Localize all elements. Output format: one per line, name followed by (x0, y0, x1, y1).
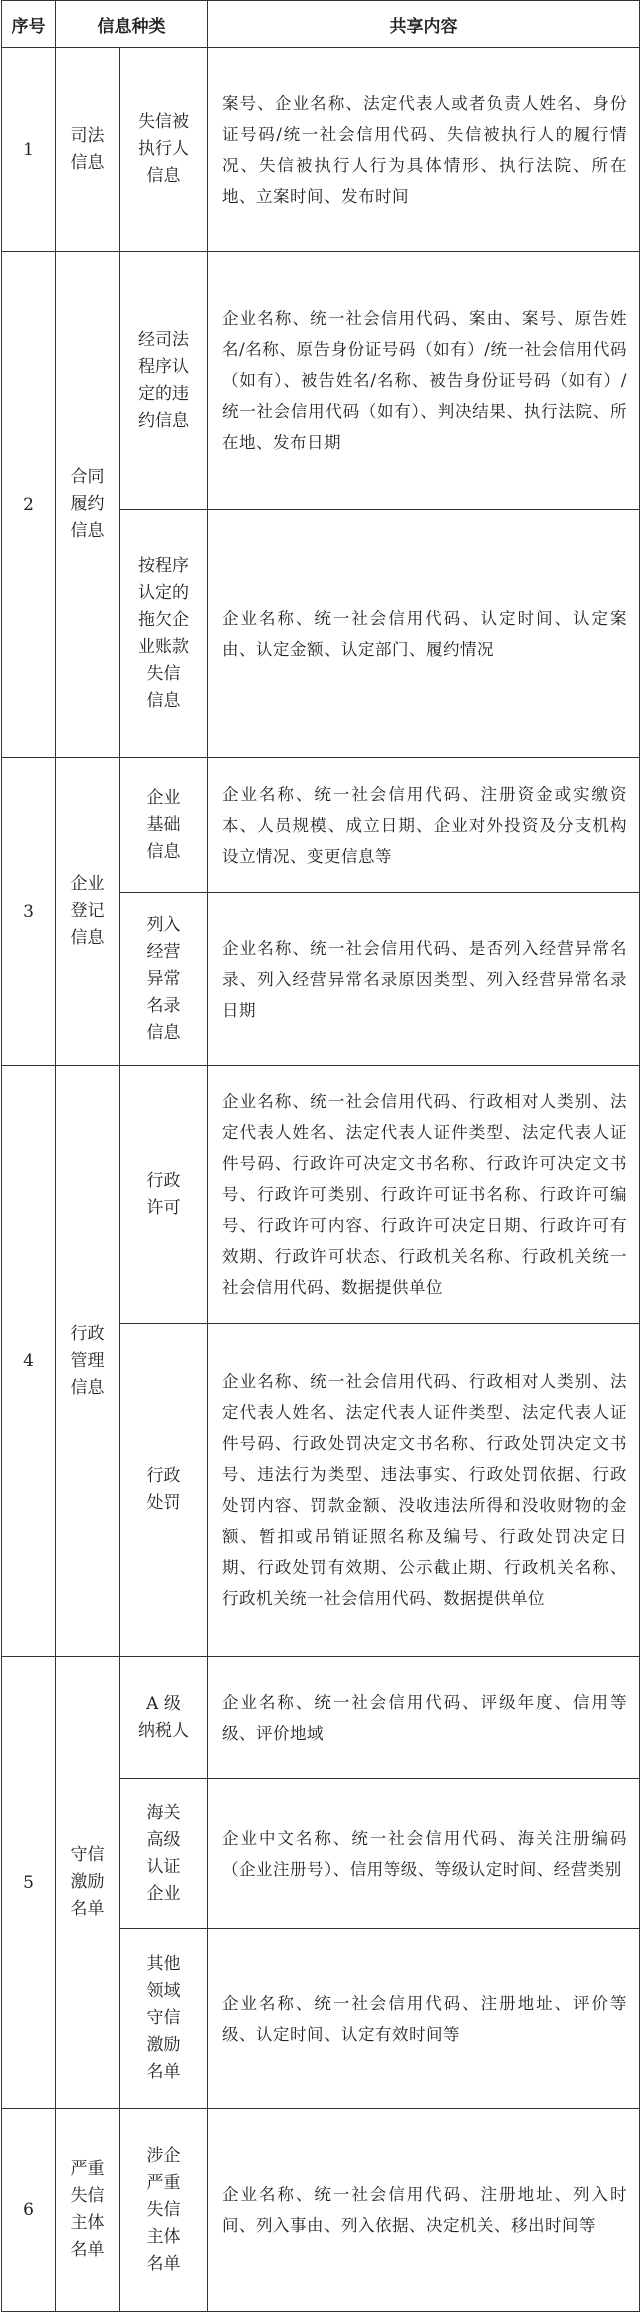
table-header-row (2, 1, 640, 48)
info-subtype-label: 行政 处罚 (146, 1466, 181, 1513)
table-body (2, 48, 640, 2312)
info-subtype-cell (120, 758, 208, 893)
info-category-label: 企业 登记 信息 (70, 874, 105, 948)
header-shared-content: 共享内容 (208, 1, 640, 48)
info-category-cell (56, 252, 120, 758)
info-subtype-cell (120, 510, 208, 758)
info-subtype-label: 行政 许可 (146, 1170, 181, 1218)
serial-number-cell: 6 (2, 2109, 56, 2312)
info-category-label: 严重 失信 主体 名单 (70, 2159, 105, 2260)
info-subtype-cell (120, 1066, 208, 1324)
info-subtype-cell (120, 252, 208, 510)
table-row (2, 1066, 640, 1324)
info-subtype-label: 失信被 执行人 信息 (138, 112, 189, 186)
shared-content-cell: 企业名称、统一社会信用代码、评级年度、信用等级、评价地域 (208, 1657, 640, 1779)
credit-info-sharing-table (1, 0, 640, 2312)
shared-content-cell: 企业名称、统一社会信用代码、注册地址、列入时间、列入事由、列入依据、决定机关、移出时间等 (208, 2109, 640, 2312)
info-subtype-cell (120, 893, 208, 1066)
info-subtype-label: 经司法 程序认 定的违 约信息 (138, 329, 189, 431)
table-row (2, 2109, 640, 2312)
info-subtype-label: 企业 基础 信息 (146, 787, 181, 862)
info-category-cell (56, 758, 120, 1066)
serial-number-cell: 1 (2, 48, 56, 252)
info-subtype-cell (120, 1324, 208, 1657)
shared-content-cell: 企业名称、统一社会信用代码、注册地址、评价等级、认定时间、认定有效时间等 (208, 1929, 640, 2109)
table-row (2, 1657, 640, 1779)
info-subtype-label: 按程序 认定的 拖欠企 业账款 失信 信息 (138, 555, 189, 711)
info-subtype-label: A 级 纳税人 (138, 1693, 189, 1741)
info-category-cell (56, 2109, 120, 2312)
shared-content-cell: 企业名称、统一社会信用代码、行政相对人类别、法定代表人姓名、法定代表人证件类型、法定代表人证件号码、行政许可决定文书名称、行政许可决定文书号、行政许可类别、行政许可证书名称、行政许可编号、行政许可内容、行政许可决定日期、行政许可有效期、行政许可状态、行政机关名称、行政机关统一社会信用代码、数据提供单位 (208, 1066, 640, 1324)
serial-number-cell: 5 (2, 1657, 56, 2109)
info-subtype-label: 涉企 严重 失信 主体 名单 (146, 2145, 181, 2274)
info-subtype-cell (120, 1657, 208, 1779)
info-category-label: 行政 管理 信息 (70, 1323, 105, 1398)
serial-number-cell: 2 (2, 252, 56, 758)
table-row (2, 48, 640, 252)
serial-number-cell: 4 (2, 1066, 56, 1657)
shared-content-cell: 企业中文名称、统一社会信用代码、海关注册编码（企业注册号）、信用等级、等级认定时间、经营类别 (208, 1779, 640, 1929)
info-subtype-cell (120, 48, 208, 252)
shared-content-cell: 企业名称、统一社会信用代码、行政相对人类别、法定代表人姓名、法定代表人证件类型、法定代表人证件号码、行政处罚决定文书名称、行政处罚决定文书号、违法行为类型、违法事实、行政处罚依据、行政处罚内容、罚款金额、没收违法所得和没收财物的金额、暂扣或吊销证照名称及编号、行政处罚决定日期、行政处罚有效期、公示截止期、行政机关名称、行政机关统一社会信用代码、数据提供单位 (208, 1324, 640, 1657)
table-row (2, 758, 640, 893)
info-category-cell (56, 48, 120, 252)
table-row (2, 252, 640, 510)
shared-content-cell: 案号、企业名称、法定代表人或者负责人姓名、身份证号码/统一社会信用代码、失信被执行人的履行情况、失信被执行人行为具体情形、执行法院、所在地、立案时间、发布时间 (208, 48, 640, 252)
info-subtype-label: 海关 高级 认证 企业 (146, 1802, 181, 1904)
info-subtype-cell (120, 1779, 208, 1929)
header-serial-number: 序号 (2, 1, 56, 48)
info-category-label: 守信 激励 名单 (70, 1845, 105, 1919)
info-category-label: 合同 履约 信息 (70, 467, 105, 541)
info-subtype-label: 列入 经营 异常 名录 信息 (146, 914, 181, 1043)
info-subtype-cell (120, 2109, 208, 2312)
shared-content-cell: 企业名称、统一社会信用代码、认定时间、认定案由、认定金额、认定部门、履约情况 (208, 510, 640, 758)
shared-content-cell: 企业名称、统一社会信用代码、案由、案号、原告姓名/名称、原告身份证号码（如有）/统一社会信用代码（如有）、被告姓名/名称、被告身份证号码（如有）/统一社会信用代码（如有）、判决结果、执行法院、所在地、发布日期 (208, 252, 640, 510)
shared-content-cell: 企业名称、统一社会信用代码、是否列入经营异常名录、列入经营异常名录原因类型、列入经营异常名录日期 (208, 893, 640, 1066)
serial-number-cell: 3 (2, 758, 56, 1066)
info-category-label: 司法 信息 (70, 125, 105, 173)
info-category-cell (56, 1657, 120, 2109)
info-category-cell (56, 1066, 120, 1657)
info-subtype-cell (120, 1929, 208, 2109)
header-info-type: 信息种类 (56, 1, 208, 48)
shared-content-cell: 企业名称、统一社会信用代码、注册资金或实缴资本、人员规模、成立日期、企业对外投资及分支机构设立情况、变更信息等 (208, 758, 640, 893)
info-subtype-label: 其他 领域 守信 激励 名单 (146, 1954, 181, 2082)
